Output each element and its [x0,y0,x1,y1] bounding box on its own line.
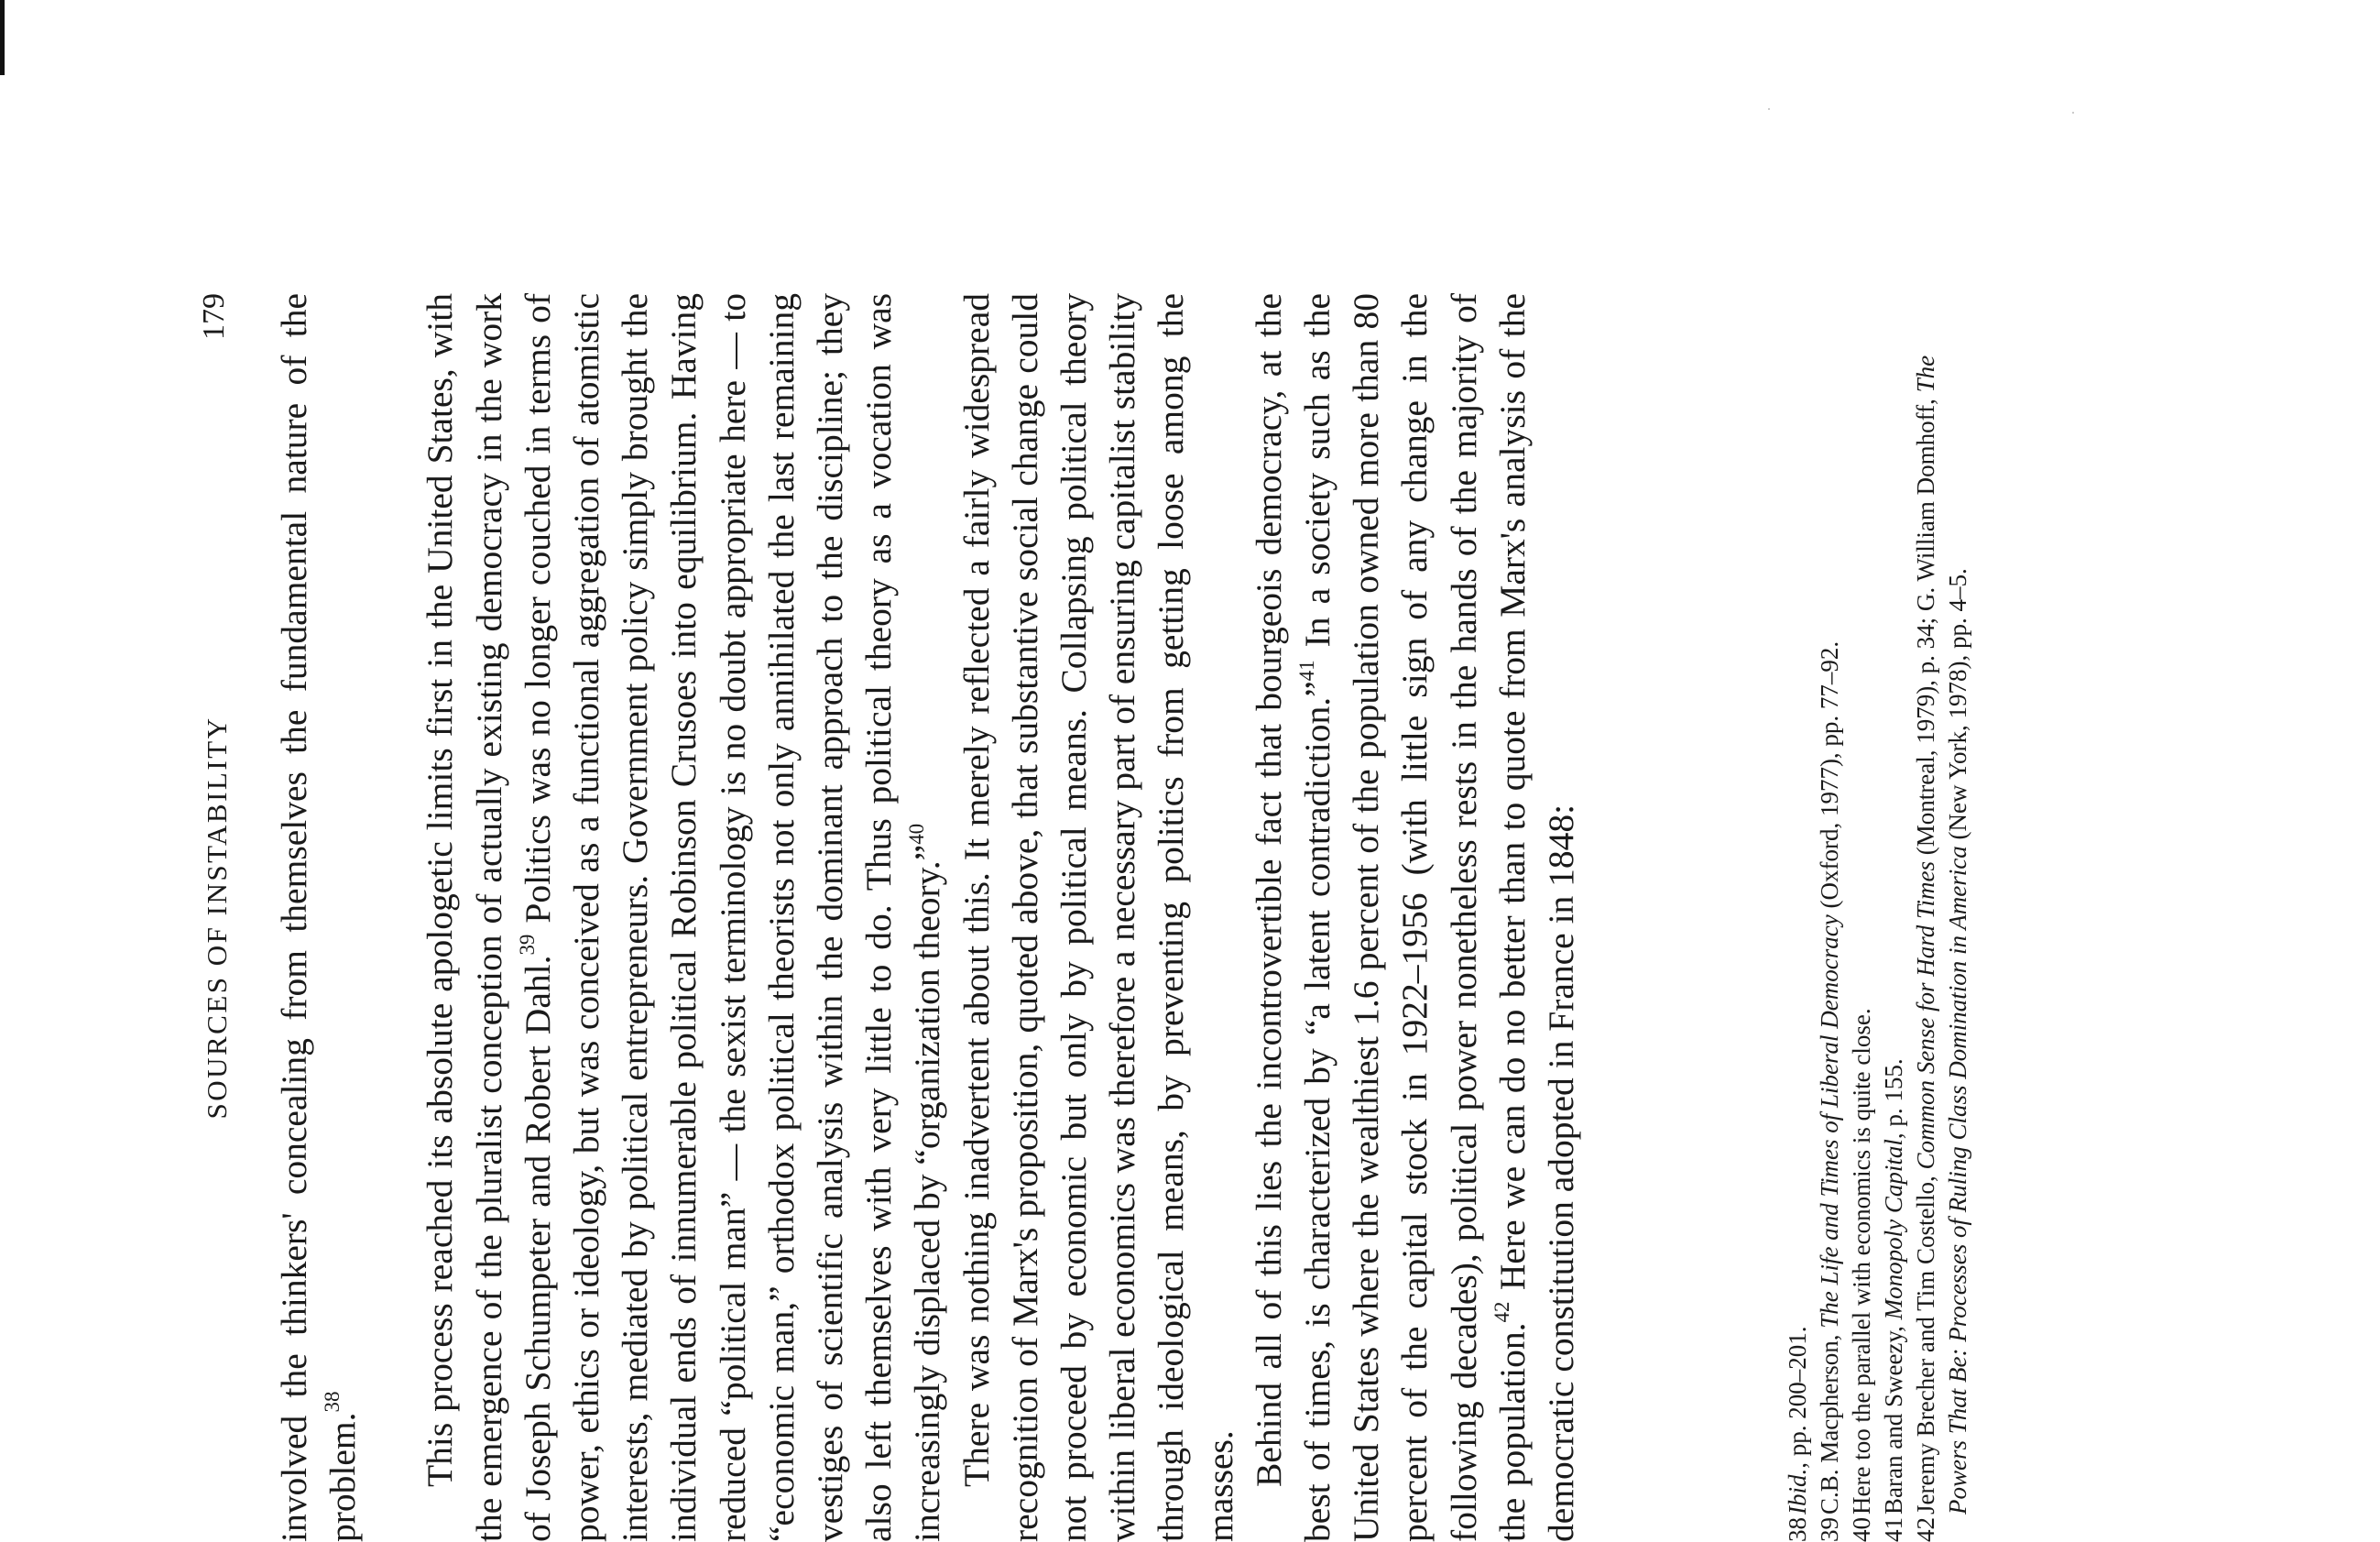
scan-edge-mark [0,0,5,75]
footnote-text: C.B. Macpherson, [1816,1328,1843,1515]
footnote-ref-40: 40 [905,823,929,845]
footnote-ref-41: 41 [1294,660,1318,682]
footnote-number: 41 [1880,1517,1907,1542]
paragraph-2-text-a: This process reached its absolute apologetic limits first in the United States, with the emergence of the pluralist conception of actually existing democracy in the work of Joseph Schumpeter and Robert Dahl. [420,293,558,1542]
footnote-39 [1814,293,1846,1542]
paragraph-1-text: involved the thinkers' concealing from themselves the fundamental nature of the problem. [274,293,364,1542]
paragraph-3 [953,293,1245,1542]
footnote-ref-38: 38 [321,1391,344,1413]
paragraph-1 [270,293,367,1542]
running-head: SOURCES OF INSTABILITY [201,716,233,1120]
footnote-number: 38 [1784,1517,1811,1542]
footnote-text: , p. 155. [1880,1058,1907,1140]
footnote-38 [1782,293,1814,1542]
footnote-text: , pp. 200–201. [1784,1326,1811,1469]
footnote-title: The Life and Times of Liberal Democracy [1816,914,1843,1329]
paragraph-4 [1245,293,1586,1542]
footnote-text: (New York, 1978), pp. 4–5. [1944,568,1971,847]
paragraph-2-text-b: Politics was no longer couched in terms of power, ethics or ideology, but was conceived as a functional aggregation of atomistic interests, mediated by political entrepreneurs. Government policy simply brought the individual ends of innumerable political Robinson Crusoes into equilibrium. Having reduced “political man” — the sexist terminology is no doubt appropriate here — to “economic man,” orthodox political theorists not only annihilated the last remaining vestiges of scientific analysis within the dominant approach to the discipline; they also left themselves with very little to do. Thus political theory as a vocation was increasingly displaced by “organization theory.” [517,293,948,1542]
page-header [197,293,243,1542]
footnote-title: Common Sense for Hard Times [1912,861,1939,1170]
page-number: 179 [197,293,231,340]
footnote-title: Ibid. [1784,1468,1811,1515]
footnote-title: The Powers That Be: Processes of Ruling Class Domination in America [1912,355,1971,1515]
book-page [92,183,2180,1542]
paragraph-2 [416,293,952,1542]
footnote-number: 39 [1816,1517,1843,1542]
scan-speck [2072,112,2074,114]
footnote-title: Monopoly Capital [1880,1139,1907,1320]
footnote-41 [1878,293,1910,1542]
footnotes [1782,293,1974,1542]
footnote-42 [1910,293,1974,1542]
paragraph-4-text-c: Here we can do no better than to quote from Marx's analysis of the democratic constitution adopted in France in 1848: [1491,292,1582,1542]
footnote-text: (Oxford, 1977), pp. 77–92. [1816,640,1843,915]
footnote-text: Baran and Sweezy, [1880,1319,1907,1515]
footnote-text: (Montreal, 1979), p. 34; G. William Domhoff, [1912,392,1939,862]
footnote-number: 42 [1912,1517,1939,1542]
footnote-number: 40 [1848,1517,1875,1542]
footnote-ref-39: 39 [515,934,539,956]
paragraph-3-text: There was nothing inadvertent about this. It merely reflected a fairly widespread recognition of Marx's proposition, quoted above, that substantive social change could not proceed by economic but only by political means. Collapsing political theory within liberal economics was therefore a necessary part of ensuring capitalist stability through ideological means, by preventing politics from getting loose among the masses. [955,293,1240,1542]
footnote-ref-42: 42 [1490,1301,1513,1323]
scan-speck [1768,108,1770,110]
paragraph-4-text-b: In a society such as the United States where the wealthiest 1.6 percent of the population owned more than 80 percent of the capital stock in 1922–1956 (with little sign of any change in the following decades), political power nonetheless rests in the hands of the majority of the population. [1297,293,1533,1542]
body-text [270,293,1586,1542]
paragraph-4-text-a: Behind all of this lies the incontrovertible fact that bourgeois democracy, at the best of times, is characterized by “a latent contradiction.” [1248,293,1338,1542]
footnote-text: Here too the parallel with economics is quite close. [1848,1008,1875,1515]
footnote-40 [1846,293,1878,1542]
footnote-text: Jeremy Brecher and Tim Costello, [1912,1169,1939,1515]
